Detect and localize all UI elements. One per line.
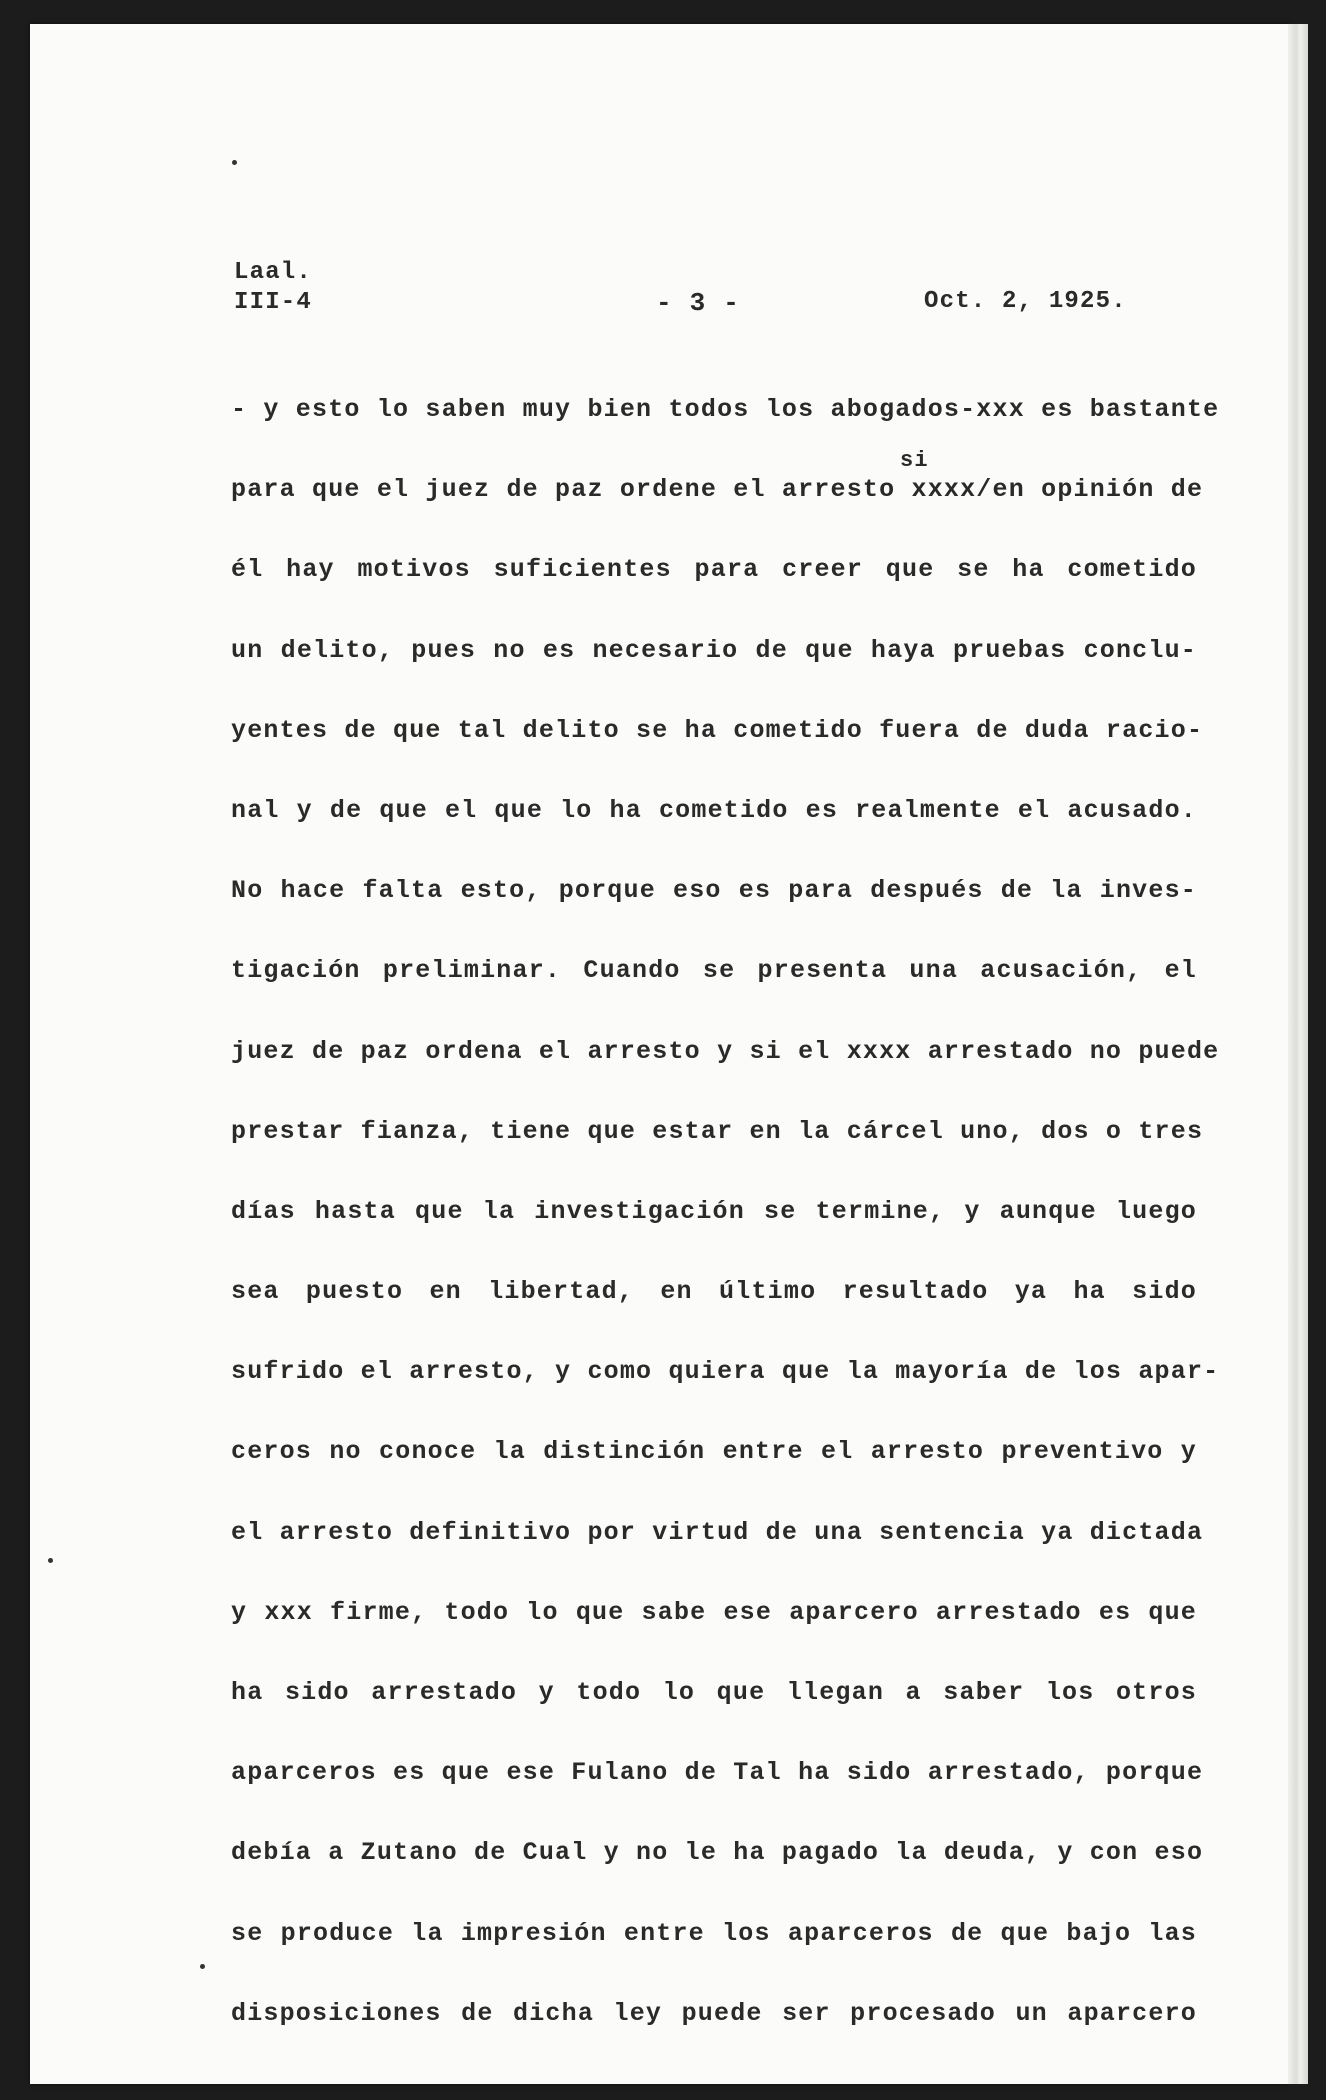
text-line: para que el juez de paz ordene el arresto xxxx/en opinión de (231, 475, 1204, 505)
ink-speck (232, 160, 237, 165)
text-line: debía a Zutano de Cual y no le ha pagado la deuda, y con eso (231, 1838, 1204, 1868)
text-line: se produce la impresión entre los aparceros de que bajo las (231, 1918, 1197, 1948)
text-line: y xxx firme, todo lo que sabe ese aparcero arrestado es que (231, 1597, 1197, 1627)
text-line: tigación preliminar. Cuando se presenta una acusación, el (231, 956, 1197, 986)
text-line: prestar fianza, tiene que estar en la cárcel uno, dos o tres (231, 1116, 1204, 1146)
text-line: yentes de que tal delito se ha cometido fuera de duda racio- (231, 715, 1204, 745)
ink-speck (48, 1558, 53, 1563)
text-line: el arresto definitivo por virtud de una sentencia ya dictada (231, 1517, 1204, 1547)
reference-line-2: III-4 (234, 289, 313, 316)
document-date: Oct. 2, 1925. (924, 288, 1127, 315)
text-line: él hay motivos suficientes para creer que se ha cometido (231, 555, 1197, 585)
text-line: aparceros es que ese Fulano de Tal ha sido arrestado, porque (231, 1758, 1204, 1788)
text-line: un delito, pues no es necesario de que haya pruebas conclu- (231, 635, 1197, 665)
page-number: - 3 - (656, 288, 741, 318)
text-line: ceros no conoce la distinción entre el arresto preventivo y (231, 1437, 1197, 1467)
text-line: disposiciones de dicha ley puede ser procesado un aparcero (231, 1998, 1197, 2028)
text-line: sea puesto en libertad, en último resultado ya ha sido (231, 1277, 1197, 1307)
body-text (231, 392, 1220, 2076)
reference-line-1: Laal. (234, 259, 313, 286)
text-line: ha sido arrestado y todo lo que llegan a saber los otros (231, 1678, 1197, 1707)
text-line: nal y de que el que lo ha cometido es realmente el acusado. (231, 795, 1197, 825)
ink-speck (200, 1964, 205, 1969)
text-line: días hasta que la investigación se termine, y aunque luego (231, 1196, 1197, 1226)
text-line: No hace falta esto, porque eso es para después de la inves- (231, 876, 1197, 906)
page-edge (1288, 24, 1308, 2084)
text-line: sufrido el arresto, y como quiera que la mayoría de los apar- (231, 1357, 1220, 1387)
handwritten-insertion: si (900, 448, 929, 473)
text-line: juez de paz ordena el arresto y si el xxxx arrestado no puede (231, 1036, 1220, 1066)
text-line: - y esto lo saben muy bien todos los abogados-xxx es bastante (231, 395, 1220, 424)
reference-code (234, 258, 312, 318)
